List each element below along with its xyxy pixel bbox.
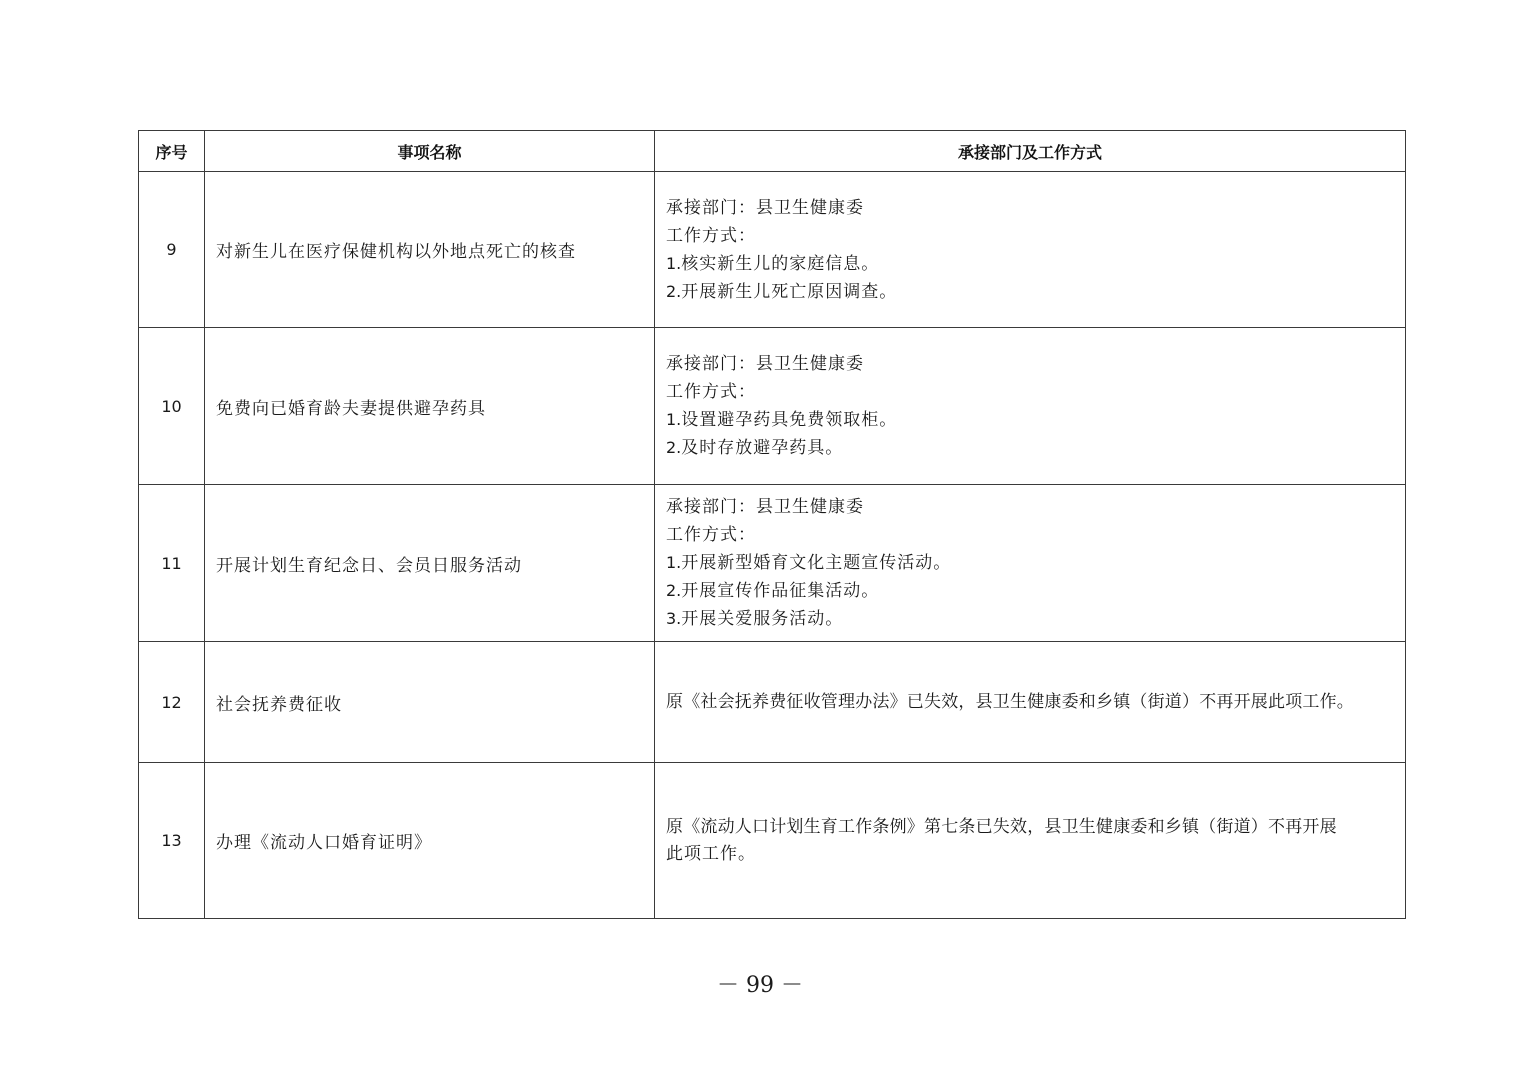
invalidation-note-line: 原《社会抚养费征收管理办法》已失效，县卫生健康委和乡镇（街道）不再开展此项工作。 (666, 691, 1354, 712)
row-serial-number: 12 (139, 642, 205, 763)
table-row (139, 485, 1406, 642)
method-step-line: 1.核实新生儿的家庭信息。 (666, 253, 880, 274)
method-step-line: 1.设置避孕药具免费领取柜。 (666, 410, 898, 430)
row-department-method (655, 172, 1406, 328)
method-step-line: 3.开展关爱服务活动。 (666, 609, 844, 629)
table-row (139, 172, 1406, 328)
method-label-line: 工作方式： (666, 525, 756, 545)
header-serial-number: 序号 (139, 131, 205, 172)
row-department-method (655, 763, 1406, 919)
invalidation-note-line: 原《流动人口计划生育工作条例》第七条已失效，县卫生健康委和乡镇（街道）不再开展 (666, 816, 1337, 837)
row-serial-number: 9 (139, 172, 205, 328)
table-row (139, 328, 1406, 485)
dept-line: 承接部门：县卫生健康委 (666, 497, 864, 517)
table-header-row (139, 131, 1406, 172)
invalidation-note-line: 此项工作。 (666, 843, 756, 864)
policy-items-table (138, 130, 1406, 919)
row-item-name: 对新生儿在医疗保健机构以外地点死亡的核查 (205, 172, 655, 328)
method-label-line: 工作方式： (666, 382, 756, 402)
row-serial-number: 11 (139, 485, 205, 642)
method-step-line: 2.开展新生儿死亡原因调查。 (666, 281, 898, 302)
row-item-name: 办理《流动人口婚育证明》 (205, 763, 655, 919)
row-serial-number: 10 (139, 328, 205, 485)
method-step-line: 2.及时存放避孕药具。 (666, 438, 844, 458)
row-department-method (655, 328, 1406, 485)
row-serial-number: 13 (139, 763, 205, 919)
table-row (139, 763, 1406, 919)
row-item-name: 社会抚养费征收 (205, 642, 655, 763)
row-department-method (655, 642, 1406, 763)
dept-line: 承接部门：县卫生健康委 (666, 197, 864, 218)
table-row (139, 642, 1406, 763)
method-label-line: 工作方式： (666, 225, 756, 246)
row-item-name: 开展计划生育纪念日、会员日服务活动 (205, 485, 655, 642)
dept-line: 承接部门：县卫生健康委 (666, 354, 864, 374)
header-department-and-method: 承接部门及工作方式 (655, 131, 1406, 172)
method-step-line: 2.开展宣传作品征集活动。 (666, 581, 880, 601)
method-step-line: 1.开展新型婚育文化主题宣传活动。 (666, 553, 952, 573)
header-item-name: 事项名称 (205, 131, 655, 172)
row-department-method (655, 485, 1406, 642)
row-item-name: 免费向已婚育龄夫妻提供避孕药具 (205, 328, 655, 485)
page-number: － 99 － (717, 973, 803, 998)
policy-table-container (138, 130, 1405, 919)
